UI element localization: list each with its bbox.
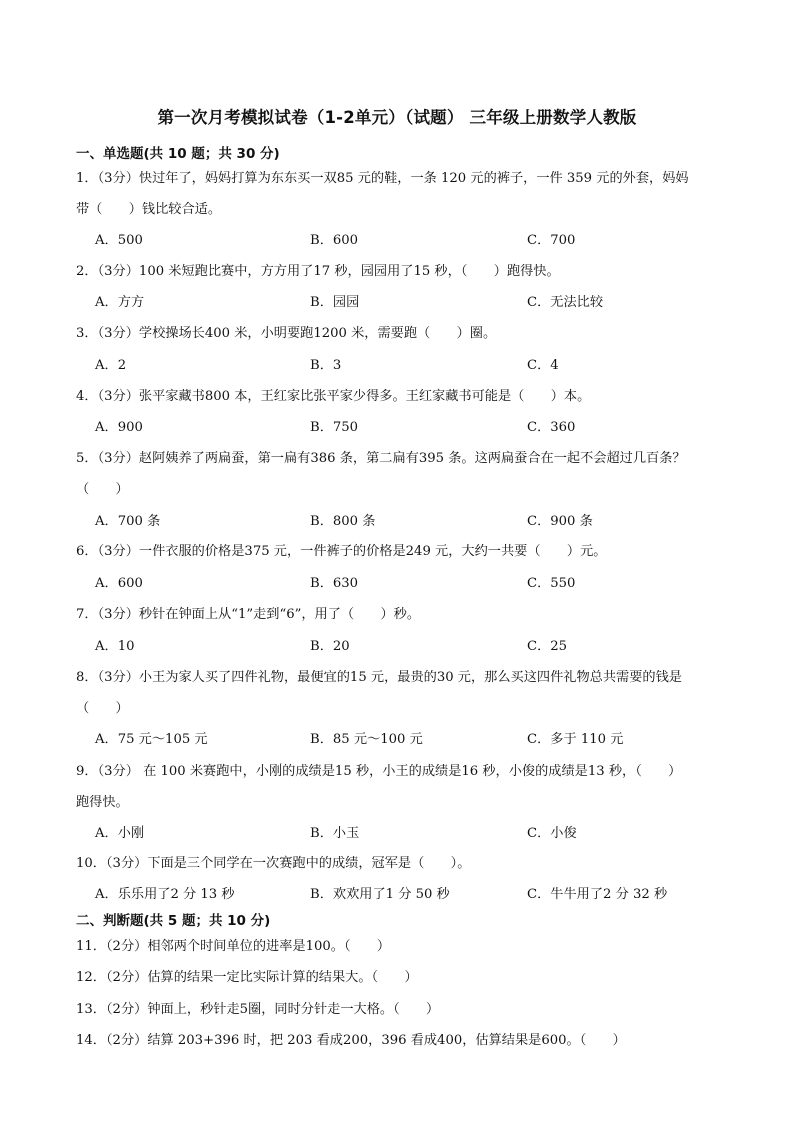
question-number: 10． bbox=[76, 856, 106, 871]
question-4-options bbox=[95, 416, 755, 436]
question-8-continued: （ ） bbox=[76, 701, 129, 716]
question-number: 13． bbox=[76, 1002, 106, 1017]
question-text: （2分）结算 203+396 时，把 203 看成200，396 看成400，估算结果是600。（ ） bbox=[105, 1033, 626, 1048]
question-7-options bbox=[95, 635, 755, 655]
option-a[interactable]: A．小刚 bbox=[95, 826, 145, 841]
option-a[interactable]: A．75 元～105 元 bbox=[95, 732, 208, 747]
question-text: （2分）钟面上，秒针走5圈，同时分针走一大格。（ ） bbox=[105, 1002, 440, 1017]
question-13 bbox=[76, 998, 756, 1017]
question-text: （2分）估算的结果一定比实际计算的结果大。（ ） bbox=[105, 970, 418, 985]
option-a[interactable]: A．乐乐用了2 分 13 秒 bbox=[95, 887, 235, 902]
option-c[interactable]: C．牛牛用了2 分 32 秒 bbox=[527, 887, 668, 902]
option-c[interactable]: C．360 bbox=[527, 420, 576, 435]
question-8-options bbox=[95, 728, 755, 748]
question-number: 12． bbox=[76, 970, 106, 985]
option-c[interactable]: C．4 bbox=[527, 358, 559, 373]
option-b[interactable]: B．3 bbox=[310, 358, 342, 373]
question-12 bbox=[76, 966, 756, 985]
question-text: （3分）张平家藏书800 本，王红家比张平家少得多。王红家藏书可能是（ ）本。 bbox=[97, 389, 591, 404]
question-number: 2． bbox=[76, 264, 98, 279]
option-c[interactable]: C．25 bbox=[527, 639, 568, 654]
question-number: 5． bbox=[76, 451, 98, 466]
question-number: 1． bbox=[76, 171, 98, 186]
question-1 bbox=[76, 167, 756, 186]
option-a[interactable]: A．700 条 bbox=[95, 514, 161, 529]
question-6-options bbox=[95, 572, 755, 592]
question-2 bbox=[76, 260, 756, 279]
option-b[interactable]: B．小玉 bbox=[310, 826, 360, 841]
option-a[interactable]: A．方方 bbox=[95, 295, 145, 310]
question-9 bbox=[76, 760, 756, 779]
option-b[interactable]: B．20 bbox=[310, 639, 350, 654]
section-heading-true-false: 二、判断题(共 5 题；共 10 分) bbox=[76, 913, 271, 929]
question-5-options bbox=[95, 510, 755, 530]
question-number: 6． bbox=[76, 544, 98, 559]
question-text: （3分）小王为家人买了四件礼物，最便宜的15 元，最贵的30 元，那么买这四件礼物总共需要的钱是 bbox=[97, 670, 682, 685]
option-a[interactable]: A．10 bbox=[95, 639, 135, 654]
option-b[interactable]: B．欢欢用了1 分 50 秒 bbox=[310, 887, 450, 902]
question-text: （3分）赵阿姨养了两扁蚕，第一扁有386 条，第二扁有395 条。这两扁蚕合在一起不会超过几百条？ bbox=[97, 451, 686, 466]
question-number: 11． bbox=[76, 939, 106, 954]
option-b[interactable]: B．800 条 bbox=[310, 514, 376, 529]
question-14 bbox=[76, 1029, 756, 1048]
question-7 bbox=[76, 603, 756, 622]
question-text: （3分）下面是三个同学在一次赛跑中的成绩，冠军是（ ）。 bbox=[105, 856, 471, 871]
question-11 bbox=[76, 935, 756, 954]
question-3 bbox=[76, 322, 756, 341]
option-c[interactable]: C．550 bbox=[527, 576, 576, 591]
question-1-options bbox=[95, 229, 755, 249]
option-c[interactable]: C．小俊 bbox=[527, 826, 577, 841]
question-text: （3分）一件衣服的价格是375 元，一件裤子的价格是249 元，大约一共要（ ）元。 bbox=[97, 544, 607, 559]
page-title: 第一次月考模拟试卷（1-2单元）（试题） 三年级上册数学人教版 bbox=[157, 108, 637, 127]
question-5 bbox=[76, 447, 756, 466]
section-heading-single-choice: 一、单选题(共 10 题；共 30 分) bbox=[76, 146, 280, 162]
option-c[interactable]: C．900 条 bbox=[527, 514, 593, 529]
question-10-options bbox=[95, 883, 755, 903]
option-b[interactable]: B．85 元～100 元 bbox=[310, 732, 423, 747]
option-b[interactable]: B．750 bbox=[310, 420, 359, 435]
question-text: （3分）快过年了，妈妈打算为东东买一双85 元的鞋，一条 120 元的裤子，一件 359 元的外套，妈妈 bbox=[97, 171, 689, 186]
option-c[interactable]: C．多于 110 元 bbox=[527, 732, 624, 747]
option-b[interactable]: B．630 bbox=[310, 576, 359, 591]
option-a[interactable]: A．500 bbox=[95, 233, 143, 248]
option-b[interactable]: B．园园 bbox=[310, 295, 360, 310]
question-5-continued: （ ） bbox=[76, 482, 129, 497]
question-number: 3． bbox=[76, 326, 98, 341]
question-text: （3分）100 米短跑比赛中，方方用了17 秒，园园用了15 秒，（ ）跑得快。 bbox=[97, 264, 560, 279]
question-1-continued: 带（ ）钱比较合适。 bbox=[76, 202, 222, 217]
question-text: （3分） 在 100 米赛跑中，小刚的成绩是15 秒，小王的成绩是16 秒，小俊的成绩是13 秒，（ ） bbox=[97, 764, 682, 779]
question-10 bbox=[76, 852, 756, 871]
question-text: （3分）学校操场长400 米，小明要跑1200 米，需要跑（ ）圈。 bbox=[97, 326, 497, 341]
option-a[interactable]: A．600 bbox=[95, 576, 143, 591]
question-number: 14． bbox=[76, 1033, 106, 1048]
question-number: 9． bbox=[76, 764, 98, 779]
question-6 bbox=[76, 540, 756, 559]
option-a[interactable]: A．2 bbox=[95, 358, 127, 373]
option-a[interactable]: A．900 bbox=[95, 420, 143, 435]
question-4 bbox=[76, 385, 756, 404]
question-8 bbox=[76, 666, 756, 685]
option-c[interactable]: C．700 bbox=[527, 233, 576, 248]
question-9-continued: 跑得快。 bbox=[76, 795, 129, 810]
question-number: 7． bbox=[76, 607, 98, 622]
question-number: 4． bbox=[76, 389, 98, 404]
question-text: （2分）相邻两个时间单位的进率是100。（ ） bbox=[105, 939, 391, 954]
question-number: 8． bbox=[76, 670, 98, 685]
question-9-options bbox=[95, 822, 755, 842]
option-c[interactable]: C．无法比较 bbox=[527, 295, 604, 310]
question-text: （3分）秒针在钟面上从“1”走到“6”，用了（ ）秒。 bbox=[97, 607, 421, 622]
question-2-options bbox=[95, 291, 755, 311]
option-b[interactable]: B．600 bbox=[310, 233, 359, 248]
question-3-options bbox=[95, 354, 755, 374]
